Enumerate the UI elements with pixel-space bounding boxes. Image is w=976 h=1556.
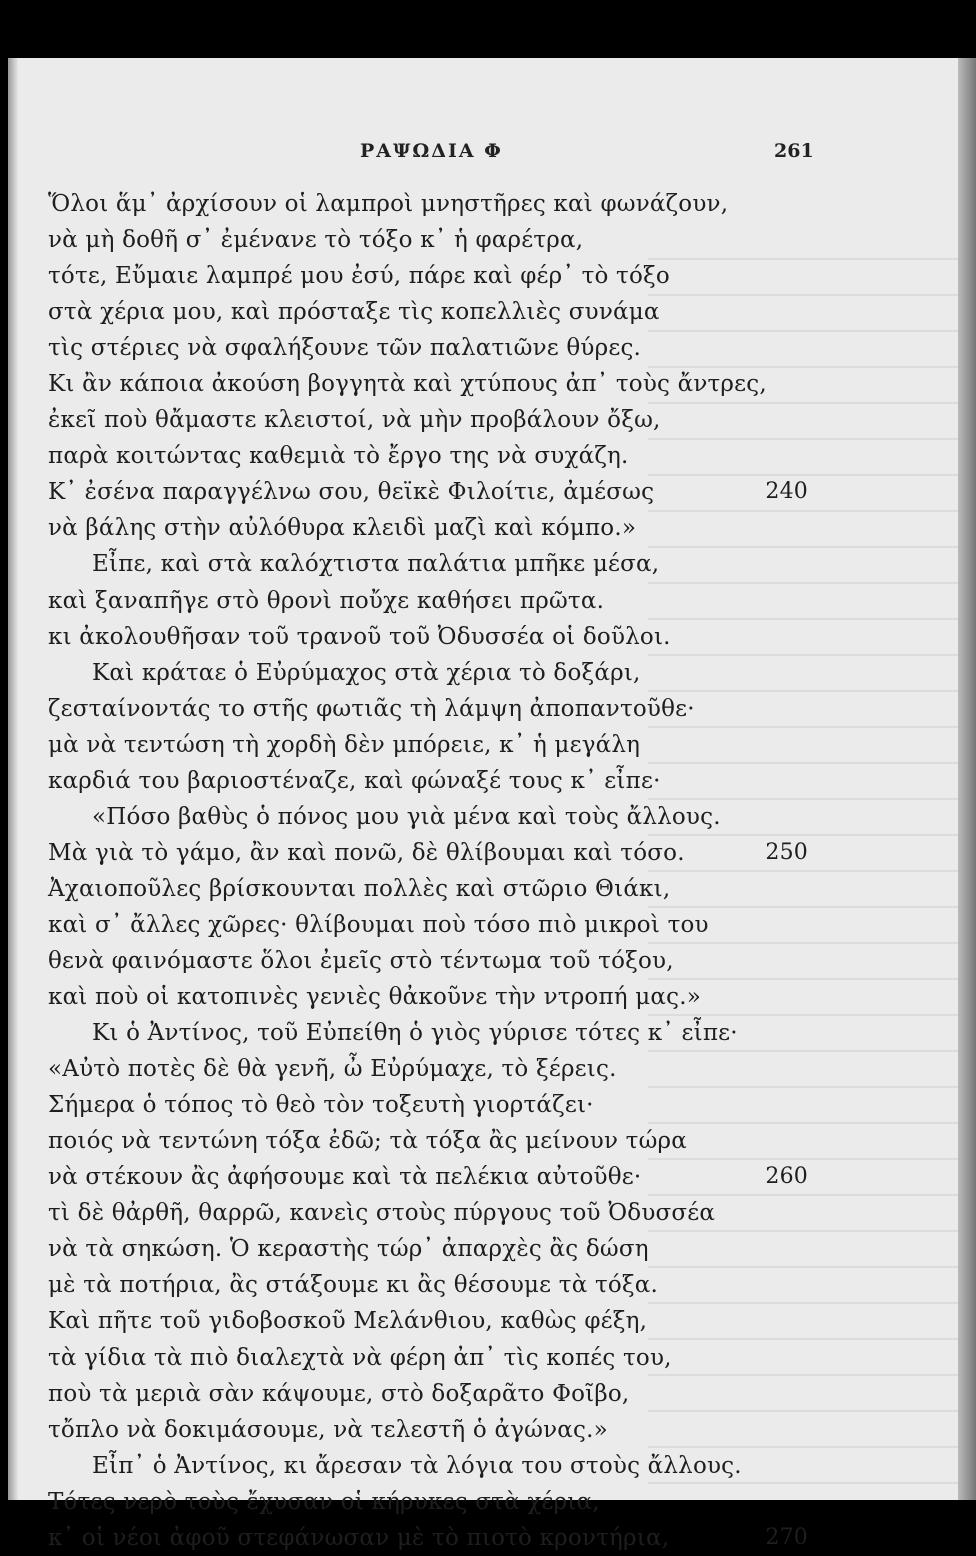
line-number: 270 [765, 1524, 808, 1550]
verse-line [48, 1267, 808, 1303]
verse-text: ποιός νὰ τεντώνη τόξα ἐδῶ; τὰ τόξα ἂς μείνουν τώρα [48, 1128, 687, 1155]
verse-text: Καὶ κράταε ὁ Εὐρύμαχος στὰ χέρια τὸ δοξάρι, [92, 659, 641, 686]
verse-text: καὶ ξαναπῆγε στὸ θρονὶ ποὔχε καθήσει πρῶτα. [48, 587, 605, 614]
verse-text: τὶ δὲ θἀρθῆ, θαρρῶ, κανεὶς στοὺς πύργους τοῦ Ὀδυσσέα [48, 1200, 716, 1227]
verse-block [48, 186, 808, 1556]
verse-line [48, 1520, 808, 1556]
verse-text: κι ἀκολουθῆσαν τοῦ τρανοῦ τοῦ Ὀδυσσέα οἱ δοῦλοι. [48, 623, 671, 650]
verse-text: ζεσταίνοντάς το στῆς φωτιᾶς τὴ λάμψη ἀποπαντοῦθε· [48, 695, 695, 722]
verse-line [48, 1159, 808, 1195]
verse-text: Κι ἂν κάποια ἀκούση βογγητὰ καὶ χτύπους ἀπ᾽ τοὺς ἄντρες, [48, 371, 767, 398]
verse-line [48, 1231, 808, 1267]
verse-line [48, 979, 808, 1015]
verse-line [48, 438, 808, 474]
verse-line [48, 835, 808, 871]
verse-text: μὲ τὰ ποτήρια, ἂς στάξουμε κι ἂς θέσουμε τὰ τόξα. [48, 1272, 659, 1299]
verse-line [48, 294, 808, 330]
page-right-edge [958, 58, 976, 1500]
running-header [8, 140, 976, 170]
book-page [8, 58, 976, 1551]
line-number: 260 [765, 1164, 808, 1190]
verse-text: μὰ νὰ τεντώση τὴ χορδὴ δὲν μπόρειε, κ᾽ ἡ μεγάλη [48, 731, 641, 758]
verse-line [48, 691, 808, 727]
verse-line [48, 907, 808, 943]
verse-text: ἐκεῖ ποὺ θἄμαστε κλειστοί, νὰ μὴν προβάλουν ὄξω, [48, 407, 661, 434]
verse-text: τὄπλο νὰ δοκιμάσουμε, νὰ τελεστῆ ὁ ἀγώνας.» [48, 1416, 608, 1443]
verse-line [48, 619, 808, 655]
verse-line [48, 1195, 808, 1231]
verse-text: Τότες νερὸ τοὺς ἔχυσαν οἱ κήρυκες στὰ χέρια, [48, 1488, 600, 1515]
verse-line [48, 510, 808, 546]
verse-text: τὶς στέριες νὰ σφαλήξουνε τῶν παλατιῶνε θύρες. [48, 335, 642, 362]
verse-line [48, 1303, 808, 1339]
verse-text: Σήμερα ὁ τόπος τὸ θεὸ τὸν τοξευτὴ γιορτάζει· [48, 1092, 594, 1119]
verse-text: Καὶ πῆτε τοῦ γιδοβοσκοῦ Μελάνθιου, καθὼς φέξη, [48, 1308, 648, 1335]
verse-text: ποὺ τὰ μεριὰ σὰν κάψουμε, στὸ δοξαρᾶτο Φοῖβο, [48, 1380, 630, 1407]
verse-line [48, 1087, 808, 1123]
verse-line [48, 366, 808, 402]
page-title: ΡΑΨΩΔΙΑ Φ [360, 140, 503, 162]
verse-line [48, 799, 808, 835]
verse-text: νὰ μὴ δοθῆ σ᾽ ἐμένανε τὸ τόξο κ᾽ ἡ φαρέτρα, [48, 227, 584, 254]
verse-line [48, 1376, 808, 1412]
verse-line [48, 871, 808, 907]
verse-line [48, 1340, 808, 1376]
verse-line [48, 583, 808, 619]
verse-line [48, 258, 808, 294]
verse-line [48, 186, 808, 222]
verse-line [48, 763, 808, 799]
verse-line [48, 1484, 808, 1520]
page-left-edge [8, 58, 18, 1500]
verse-line [48, 727, 808, 763]
verse-text: Εἶπε, καὶ στὰ καλόχτιστα παλάτια μπῆκε μέσα, [92, 551, 660, 578]
line-number: 240 [765, 479, 808, 505]
verse-text: καὶ σ᾽ ἄλλες χῶρες· θλίβουμαι ποὺ τόσο πιὸ μικροὶ του [48, 911, 709, 938]
verse-text: «Αὐτὸ ποτὲς δὲ θὰ γενῆ, ὦ Εὐρύμαχε, τὸ ξέρεις. [48, 1056, 617, 1083]
page-number: 261 [774, 140, 814, 162]
verse-text: Ἀχαιοποῦλες βρίσκουνται πολλὲς καὶ στῶριο Θιάκι, [48, 875, 671, 902]
verse-text: τὰ γίδια τὰ πιὸ διαλεχτὰ νὰ φέρη ἀπ᾽ τὶς κοπές του, [48, 1344, 672, 1371]
verse-text: Μὰ γιὰ τὸ γάμο, ἂν καὶ πονῶ, δὲ θλίβουμαι καὶ τόσο. [48, 839, 685, 866]
verse-text: θενὰ φαινόμαστε ὅλοι ἐμεῖς στὸ τέντωμα τοῦ τόξου, [48, 947, 674, 974]
verse-text: καὶ ποὺ οἱ κατοπινὲς γενιὲς θἀκοῦνε τὴν ντροπή μας.» [48, 984, 702, 1011]
verse-line [48, 1448, 808, 1484]
verse-text: νὰ στέκουν ἂς ἀφήσουμε καὶ τὰ πελέκια αὐτοῦθε· [48, 1164, 642, 1191]
verse-text: παρὰ κοιτώντας καθεμιὰ τὸ ἔργο της νὰ συχάζη. [48, 443, 629, 470]
verse-line [48, 546, 808, 582]
verse-line [48, 1051, 808, 1087]
verse-text: νὰ βάλης στὴν αὐλόθυρα κλειδὶ μαζὶ καὶ κόμπο.» [48, 515, 637, 542]
verse-line [48, 330, 808, 366]
verse-text: Ὅλοι ἅμ᾽ ἀρχίσουν οἱ λαμπροὶ μνηστῆρες καὶ φωνάζουν, [48, 191, 729, 217]
verse-text: Κι ὁ Ἀντίνος, τοῦ Εὐπείθη ὁ γιὸς γύρισε τότες κ᾽ εἶπε· [92, 1020, 738, 1047]
verse-text: Εἶπ᾽ ὁ Ἀντίνος, κι ἄρεσαν τὰ λόγια του στοὺς ἄλλους. [92, 1452, 742, 1479]
verse-line [48, 655, 808, 691]
line-number: 250 [765, 839, 808, 865]
verse-text: στὰ χέρια μου, καὶ πρόσταξε τὶς κοπελλιὲς συνάμα [48, 299, 660, 326]
verse-text: τότε, Εὔμαιε λαμπρέ μου ἐσύ, πάρε καὶ φέρ᾽ τὸ τόξο [48, 263, 670, 290]
verse-line [48, 1412, 808, 1448]
verse-line [48, 402, 808, 438]
verse-text: νὰ τὰ σηκώση. Ὁ κεραστὴς τώρ᾽ ἀπαρχὲς ἂς δώση [48, 1236, 649, 1263]
verse-line [48, 222, 808, 258]
verse-text: κ᾽ οἱ νέοι ἀφοῦ στεφάνωσαν μὲ τὸ πιοτὸ κροντήρια, [48, 1524, 670, 1551]
verse-text: καρδιά του βαριοστέναζε, καὶ φώναξέ τους κ᾽ εἶπε· [48, 767, 661, 794]
verse-line [48, 474, 808, 510]
verse-line [48, 943, 808, 979]
verse-text: «Πόσο βαθὺς ὁ πόνος μου γιὰ μένα καὶ τοὺς ἄλλους. [92, 803, 721, 830]
verse-line [48, 1123, 808, 1159]
verse-text: Κ᾽ ἐσένα παραγγέλνω σου, θεϊκὲ Φιλοίτιε, ἀμέσως [48, 479, 655, 506]
verse-line [48, 1015, 808, 1051]
